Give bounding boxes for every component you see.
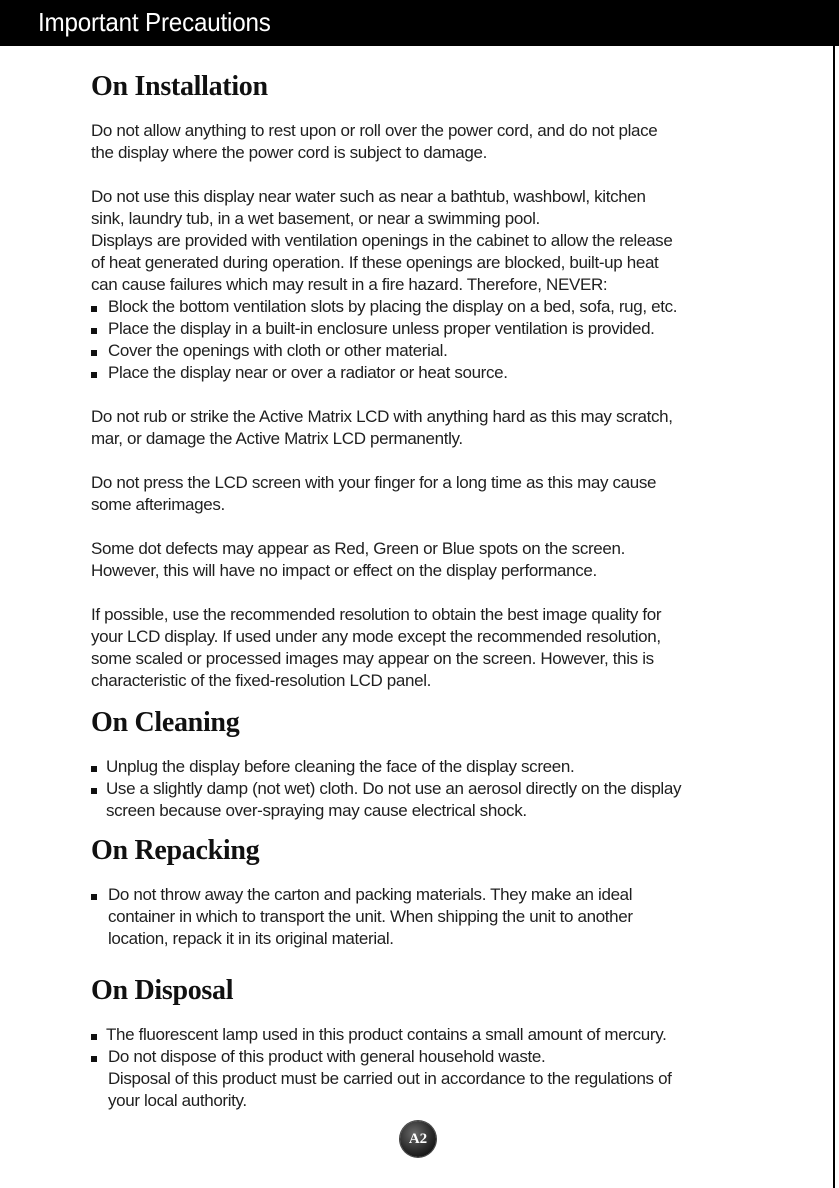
bullet-square-icon [91,372,97,378]
bullet-square-icon [91,328,97,334]
installation-paragraph-6: If possible, use the recommended resolution to obtain the best image quality for your LCD display. If used under any mode except the recommended resolution, some scaled or processed images may appear on the screen. However, this is characteristic of the fixed-resolution LCD panel. [91,605,662,690]
section-heading-disposal: On Disposal [91,975,234,1006]
list-item: Unplug the display before cleaning the face of the display screen. [91,756,751,778]
bullet-square-icon [91,350,97,356]
section-heading-cleaning: On Cleaning [91,707,240,738]
section-heading-installation: On Installation [91,71,268,102]
section-heading-repacking: On Repacking [91,835,260,866]
installation-paragraph-5: Some dot defects may appear as Red, Green or Blue spots on the screen. However, this will have no impact or effect on the display performance. [91,539,625,580]
list-item: Do not dispose of this product with general household waste. Disposal of this product must be carried out in accordance to the regulations of your local authority. [91,1046,751,1112]
right-border-rule [833,46,835,1188]
header-bar [0,0,839,46]
installation-paragraph-3: Do not rub or strike the Active Matrix LCD with anything hard as this may scratch, mar, or damage the Active Matrix LCD permanently. [91,407,673,448]
bullet-square-icon [91,766,97,772]
list-item: Place the display near or over a radiator or heat source. [91,362,751,384]
page-number-badge [400,1121,436,1157]
list-item: Cover the openings with cloth or other material. [91,340,751,362]
bullet-square-icon [91,1056,97,1062]
list-item: Do not throw away the carton and packing materials. They make an ideal container in which to transport the unit. When shipping the unit to another location, repack it in its original material. [91,884,751,950]
main-content [91,70,751,1112]
list-item: Block the bottom ventilation slots by placing the display on a bed, sofa, rug, etc. [91,296,751,318]
page-number: A2 [408,1131,428,1147]
installation-paragraph-2: Do not use this display near water such as near a bathtub, washbowl, kitchen sink, laundry tub, in a wet basement, or near a swimming pool. Displays are provided with ventilation openings in the cabinet to allow the release of heat generated during operation. If these openings are blocked, built-up heat can cause failures which may result in a fire hazard. Therefore, NEVER: [91,187,673,294]
bullet-square-icon [91,306,97,312]
installation-paragraph-1: Do not allow anything to rest upon or roll over the power cord, and do not place the display where the power cord is subject to damage. [91,121,658,162]
list-item: Use a slightly damp (not wet) cloth. Do not use an aerosol directly on the display screen because over-spraying may cause electrical shock. [91,778,751,822]
bullet-square-icon [91,788,97,794]
page-title: Important Precautions [38,7,271,37]
list-item: The fluorescent lamp used in this product contains a small amount of mercury. [91,1024,751,1046]
bullet-square-icon [91,894,97,900]
list-item: Place the display in a built-in enclosure unless proper ventilation is provided. [91,318,751,340]
installation-paragraph-4: Do not press the LCD screen with your finger for a long time as this may cause some afterimages. [91,473,657,514]
bullet-square-icon [91,1034,97,1040]
